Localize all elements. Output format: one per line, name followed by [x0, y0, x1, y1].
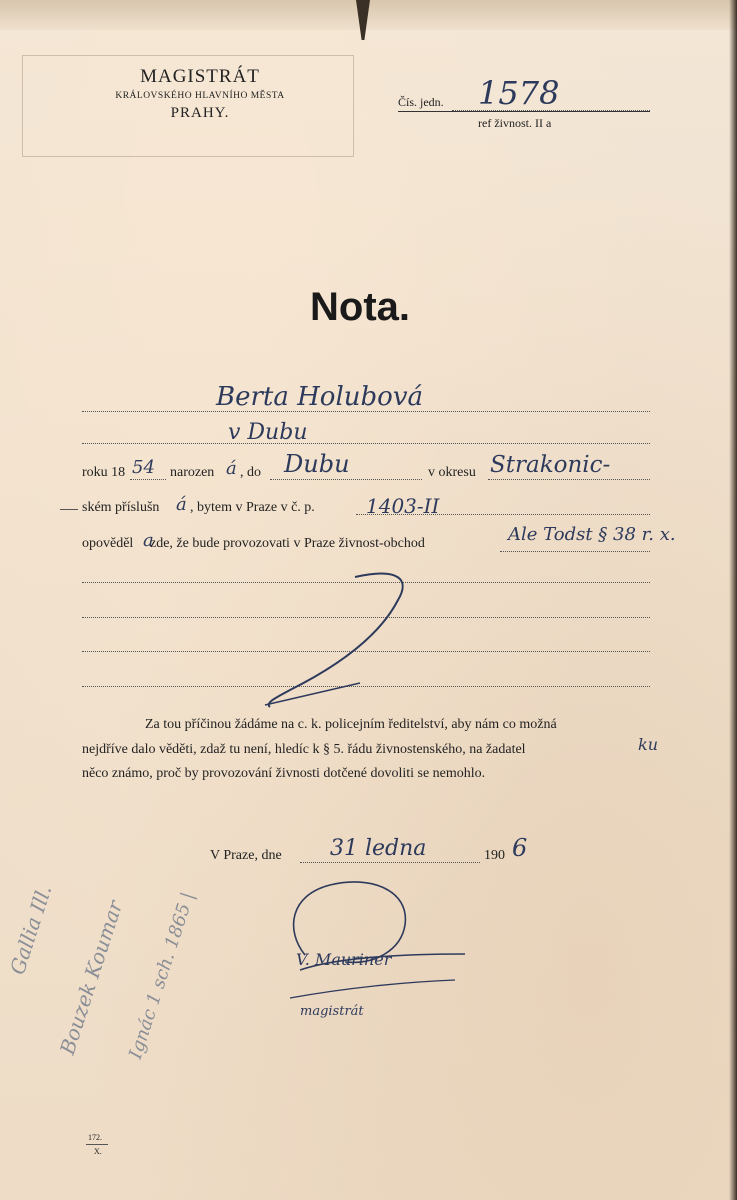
paragraph-line-1: Za tou příčinou žádáme na c. k. policejním ředitelství, aby nám co možná [145, 717, 557, 732]
birthplace-line [270, 479, 422, 480]
birth-year-value: 54 [132, 457, 155, 478]
signature-flourish [275, 870, 475, 1020]
declaration-suffix: a [143, 530, 154, 551]
applicant-name: Berta Holubová [216, 382, 424, 412]
applicant-place: v Dubu [228, 420, 308, 445]
paragraph-suffix: ku [638, 735, 658, 754]
page-title: Nota. [310, 285, 410, 329]
cancellation-stroke [250, 565, 420, 715]
authority-city: PRAHY. [170, 105, 230, 121]
trade-value: Ale Todst § 38 r. x. [508, 524, 676, 545]
district-value: Strakonic- [490, 452, 611, 478]
district-label: v okresu [428, 465, 476, 480]
paper-right-edge [729, 0, 737, 1200]
date-day-month: 31 ledna [330, 836, 427, 861]
birth-year-line [130, 479, 166, 480]
signature-title: magistrát [300, 1004, 364, 1019]
pencil-note-line-1: Gallia Ill. [5, 882, 57, 978]
reference-number-value: 1578 [478, 74, 560, 112]
hyphen-mark [60, 509, 78, 510]
pencil-note-line-3: Ignác 1 sch. 1865 | [125, 889, 199, 1062]
residence-text: , bytem v Praze v č. p. [190, 500, 315, 515]
trade-line [500, 551, 650, 552]
born-suffix: á [226, 458, 237, 479]
applicant-place-line [82, 443, 650, 444]
reference-department: ref živnost. II a [478, 116, 552, 130]
house-number: 1403-II [366, 494, 440, 518]
signature-name: V. Mauriner [296, 950, 392, 969]
pencil-note-line-2: Bouzek Koumar [55, 897, 128, 1058]
form-number: 172. [88, 1133, 102, 1142]
date-year-suffix: 6 [512, 834, 528, 862]
date-label: V Praze, dne [210, 848, 282, 863]
applicant-name-line [82, 411, 650, 412]
form-code-divider [86, 1144, 108, 1145]
reference-number-label: Čís. jedn. [398, 95, 444, 109]
form-series: X. [94, 1147, 102, 1156]
date-line [300, 862, 480, 863]
residence-suffix: á [176, 494, 187, 515]
authority-title: MAGISTRÁT [140, 66, 260, 87]
paragraph-line-2: nejdříve dalo věděti, zdaž tu není, hledíc k § 5. řádu živnostenského, na žadatel [82, 742, 526, 757]
declaration-text: zde, že bude provozovati v Praze živnost-obchod [150, 536, 425, 551]
house-number-line [356, 514, 650, 515]
date-year-prefix: 190 [484, 848, 505, 863]
district-line [488, 479, 650, 480]
birthplace-label: , do [240, 465, 261, 480]
birth-year-label: roku 18 [82, 465, 126, 480]
authority-subtitle: KRÁLOVSKÉHO HLAVNÍHO MĚSTA [115, 91, 285, 101]
paragraph-line-3: něco známo, proč by provozování živnosti dotčené dovoliti se nemohlo. [82, 766, 486, 781]
born-label: narozen [170, 465, 215, 480]
residence-label: ském příslušn [82, 500, 160, 515]
declaration-label: opověděl [82, 536, 134, 551]
birthplace-value: Dubu [284, 450, 350, 478]
